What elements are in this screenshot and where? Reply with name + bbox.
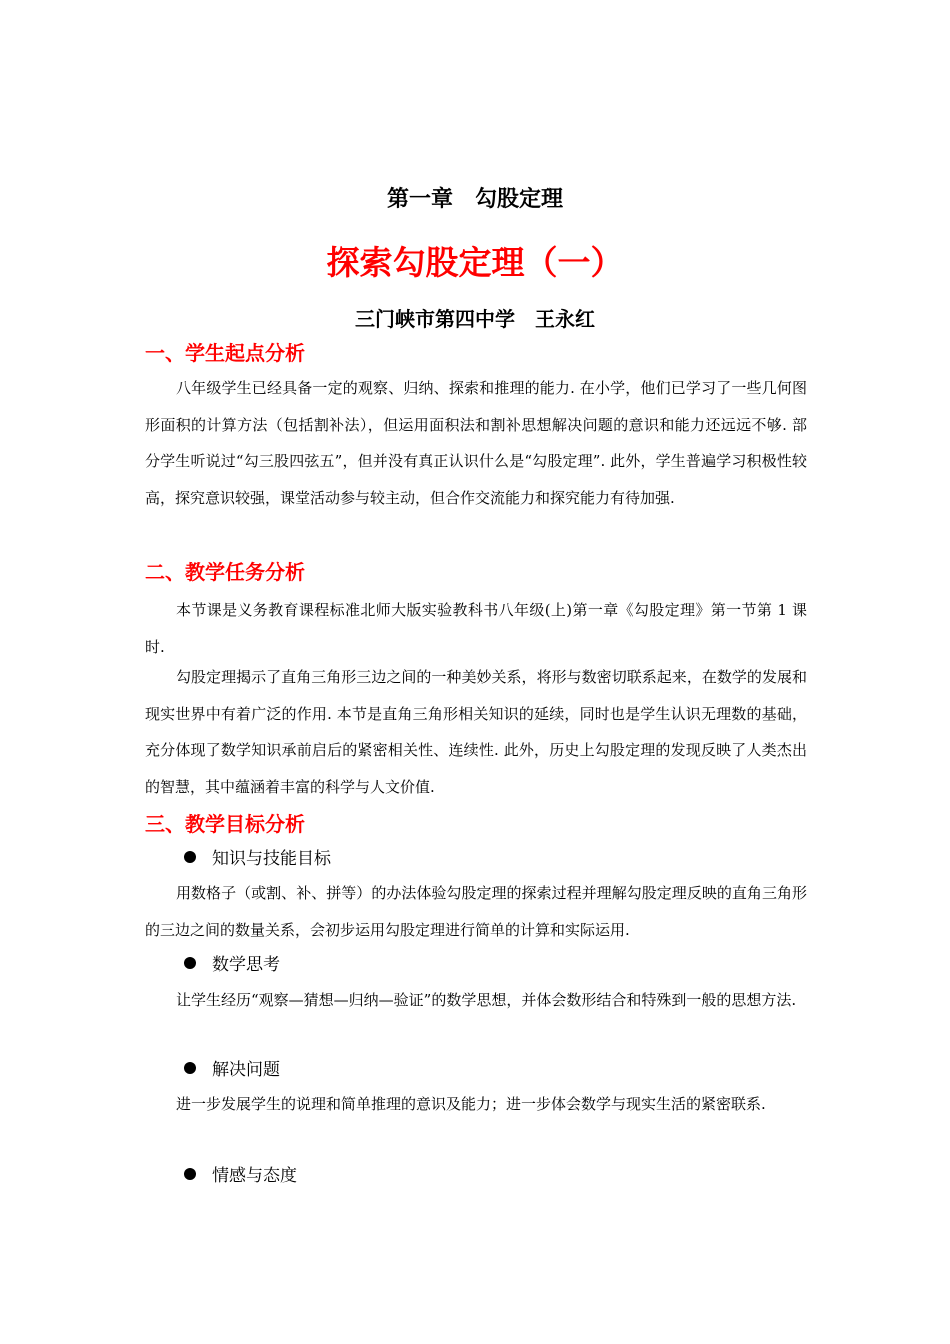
section-heading-goal-analysis: 三、教学目标分析 xyxy=(145,812,305,836)
section-heading-student-analysis: 一、学生起点分析 xyxy=(145,341,305,365)
bullet-dot-icon xyxy=(184,1062,196,1074)
bullet-item xyxy=(184,845,331,873)
bullet-dot-icon xyxy=(184,1168,196,1180)
section-heading-task-analysis: 二、教学任务分析 xyxy=(145,560,305,584)
paragraph: 本节课是义务教育课程标准北师大版实验教科书八年级(上)第一章《勾股定理》第一节第 1 课时. xyxy=(145,601,807,656)
paragraph: 勾股定理揭示了直角三角形三边之间的一种美妙关系，将形与数密切联系起来，在数学的发展和现实世界中有着广泛的作用. 本节是直角三角形相关知识的延续，同时也是学生认识无理数的基础，充分体现了数学知识承前启后的紧密相关性、连续性. 此外，历史上勾股定理的发现反映了人类杰出的智慧，其中蕴涵着丰富的科学与人文价值. xyxy=(145,668,807,796)
bullet-item xyxy=(184,1056,280,1084)
chapter-title: 第一章 勾股定理 xyxy=(386,187,563,212)
paragraph: 让学生经历“观察—猜想—归纳—验证”的数学思想，并体会数形结合和特殊到一般的思想方法. xyxy=(176,991,797,1009)
bullet-label: 情感与态度 xyxy=(212,1166,297,1186)
bullet-label: 解决问题 xyxy=(212,1060,280,1080)
author-line: 三门峡市第四中学 王永红 xyxy=(355,307,595,331)
bullet-dot-icon xyxy=(184,957,196,969)
bullet-item xyxy=(184,951,280,979)
bullet-label: 数学思考 xyxy=(212,955,280,975)
bullet-item xyxy=(184,1162,297,1190)
paragraph: 用数格子（或割、补、拼等）的办法体验勾股定理的探索过程并理解勾股定理反映的直角三角形的三边之间的数量关系，会初步运用勾股定理进行简单的计算和实际运用. xyxy=(145,884,807,939)
paragraph: 进一步发展学生的说理和简单推理的意识及能力；进一步体会数学与现实生活的紧密联系. xyxy=(176,1095,766,1113)
lesson-title: 探索勾股定理（一） xyxy=(326,243,624,282)
bullet-dot-icon xyxy=(184,851,196,863)
paragraph: 八年级学生已经具备一定的观察、归纳、探索和推理的能力. 在小学，他们已学习了一些几何图形面积的计算方法（包括割补法），但运用面积法和割补思想解决问题的意识和能力还远远不够. 部分学生听说过“勾三股四弦五”，但并没有真正认识什么是“勾股定理”. 此外，学生普遍学习积极性较高，探究意识较强，课堂活动参与较主动，但合作交流能力和探究能力有待加强. xyxy=(145,379,807,507)
bullet-label: 知识与技能目标 xyxy=(212,849,331,869)
